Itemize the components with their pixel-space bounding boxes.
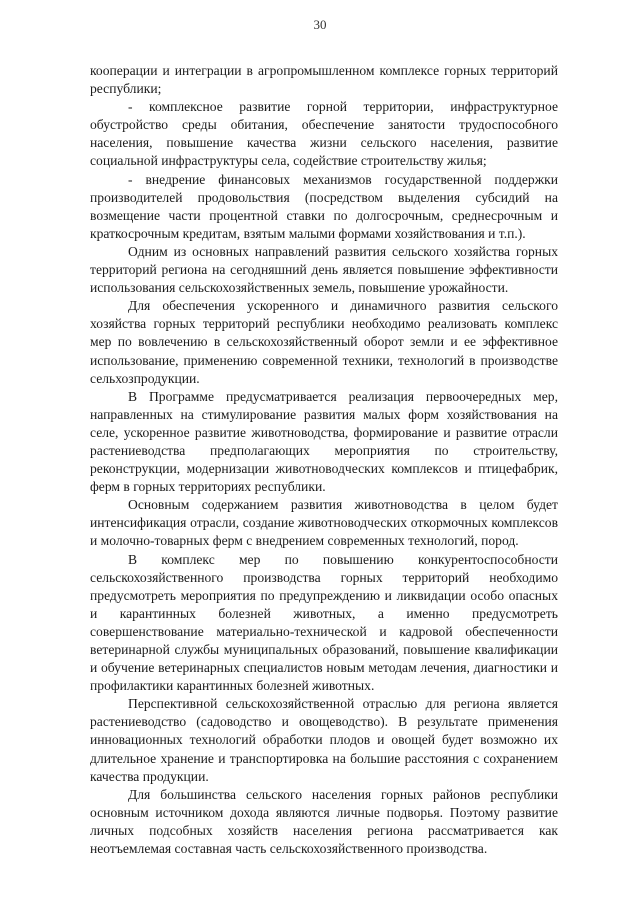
list-item-dash: - внедрение финансовых механизмов государственной поддержки производителей продовольствия (посредством выделения субсидий на возмещение части процентной ставки по долгосрочным, среднесрочным и краткосрочным кредитам, взятым малыми формами хозяйствования и т.п.). xyxy=(90,171,558,241)
list-item-dash: - комплексное развитие горной территории, инфраструктурное обустройство среды обитания, обеспечение занятости трудоспособного населения, повышение качества жизни сельского населения, развитие социальной инфраструктуры села, содействие строительству жилья; xyxy=(90,99,558,169)
paragraph: Одним из основных направлений развития сельского хозяйства горных территорий региона на сегодняшний день является повышение эффективности использования сельскохозяйственных земель, повышение урожайности. xyxy=(90,243,558,296)
page-number: 30 xyxy=(313,17,327,32)
paragraph-continuation: кооперации и интеграции в агропромышленном комплексе горных территорий республики; xyxy=(90,63,558,97)
document-body xyxy=(90,62,558,858)
paragraph: Для обеспечения ускоренного и динамичного развития сельского хозяйства горных территорий республики необходимо реализовать комплекс мер по вовлечению в сельскохозяйственный оборот земли и ее эффективное использование, применению современной техники, технологий в производстве сельхозпродукции. xyxy=(90,298,558,386)
paragraph: Для большинства сельского населения горных районов республики основным источником дохода являются личные подворья. Поэтому развитие личных подсобных хозяйств населения региона рассматривается как неотъемлемая составная часть сельскохозяйственного производства. xyxy=(90,786,558,857)
paragraph: Перспективной сельскохозяйственной отраслью для региона является растениеводство (садоводство и овощеводство). В результате применения инновационных технологий обработки плодов и овощей будет возможно их длительное хранение и транспортировка на большие расстояния с сохранением качества продукции. xyxy=(90,696,558,784)
paragraph: Основным содержанием развития животноводства в целом будет интенсификация отрасли, создание животноводческих откормочных комплексов и молочно-товарных ферм с внедрением современных технологий, пород. xyxy=(90,497,558,549)
paragraph: В Программе предусматривается реализация первоочередных мер, направленных на стимулирование развития малых форм хозяйствования на селе, ускоренное развитие животноводства, формирование и развитие отрасли растениеводства предполагающих мероприятия по строительству, реконструкции, модернизации животноводческих комплексов и птицефабрик, ферм в горных территориях республики. xyxy=(90,388,558,495)
paragraph: В комплекс мер по повышению конкурентоспособности сельскохозяйственного производства горных территорий необходимо предусмотреть мероприятия по предупреждению и ликвидации особо опасных и карантинных болезней животных, а именно предусмотреть совершенствование материально-технической и кадровой обеспеченности ветеринарной службы муниципальных образований, повышение квалификации и обучение ветеринарных специалистов новым методам лечения, диагностики и профилактики карантинных болезней животных. xyxy=(90,551,558,694)
